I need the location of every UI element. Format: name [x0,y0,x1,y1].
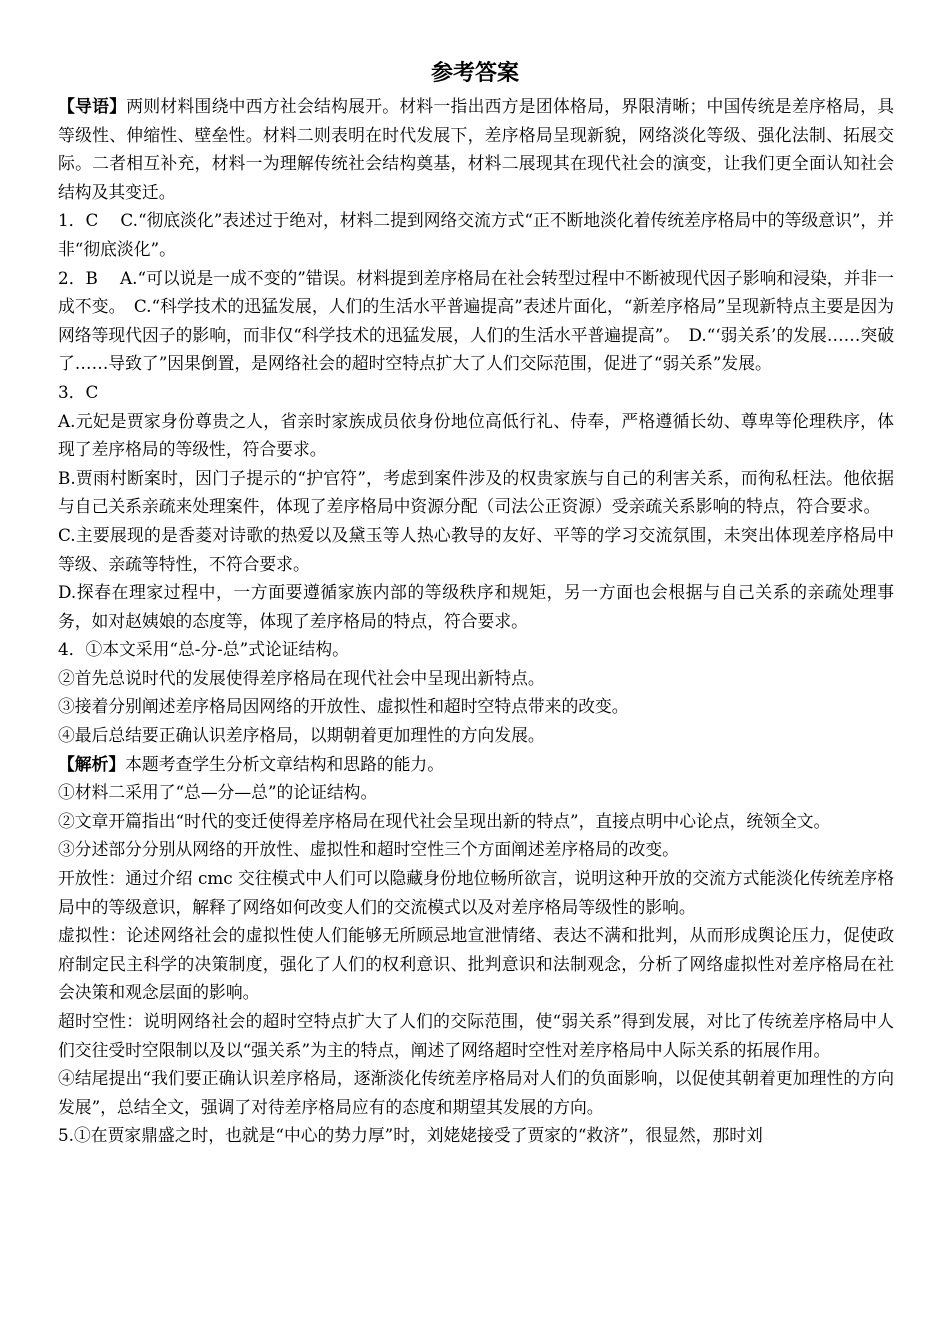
page-title: 参考答案 [430,61,519,86]
answer-3-head: 3．C [58,381,99,402]
answer-4-line-3: ③接着分别阐述差序格局因网络的开放性、虚拟性和超时空特点带来的改变。 [58,696,629,717]
answer-4-line-1: 4．①本文采用“总-分-总”式论证结构。 [58,639,349,660]
analysis-virtuality: 虚拟性：论述网络社会的虚拟性使人们能够无所顾忌地宣泄情绪、表达不满和批判，从而形成舆论压力，促使政府制定民主科学的决策制度，强化了人们的权利意识、批判意识和法制观念，分析了网络虚拟性对差序格局在社会决策和观念层面的影响。 [58,925,894,1003]
answer-body [58,92,894,1150]
analysis-openness: 开放性：通过介绍 cmc 交往模式中人们可以隐藏身份地位畅所欲言，说明这种开放的交流方式能淡化传统差序格局中的等级意识，解释了网络如何改变人们的交流模式以及对差序格局等级性的影响。 [58,868,894,917]
analysis-spacetime: 超时空性：说明网络社会的超时空特点扩大了人们的交际范围，使“弱关系”得到发展，对比了传统差序格局中人们交往受时空限制以及以“强关系”为主的特点，阐述了网络超时空性对差序格局中人际关系的拓展作用。 [58,1011,894,1060]
answer-1: 1．C C.“彻底淡化”表述过于绝对，材料二提到网络交流方式“正不断地淡化着传统差序格局中的等级意识”，并非“彻底淡化”。 [58,210,894,259]
answer-3-option-b: B.贾雨村断案时，因门子提示的“护官符”，考虑到案件涉及的权贵家族与自己的利害关系，而徇私枉法。他依据与自己关系亲疏来处理案件，体现了差序格局中资源分配（司法公正资源）受亲疏关系影响的特点，符合要求。 [58,467,894,517]
answer-2: 2．B A.“可以说是一成不变的”错误。材料提到差序格局在社会转型过程中不断被现代因子影响和浸染，并非一成不变。 C.“科学技术的迅猛发展，人们的生活水平普遍提高”表述片面化，“新差序格局”呈现新特点主要是因为网络等现代因子的影响，而非仅“科学技术的迅猛发展，人们的生活水平普遍提高”。 D.“‘弱关系’的发展……突破了……导致了”因果倒置，是网络社会的超时空特点扩大了人们交际范围，促进了“弱关系”发展。 [58,267,894,374]
answer-4-line-4: ④最后总结要正确认识差序格局，以期朝着更加理性的方向发展。 [58,725,545,746]
answer-3-option-a: A.元妃是贾家身份尊贵之人，省亲时家族成员依身份地位高低行礼、侍奉，严格遵循长幼、尊卑等伦理秩序，体现了差序格局的等级性，符合要求。 [58,410,894,460]
analysis-tag: 【解析】 [58,753,126,774]
intro-tag: 【导语】 [58,96,127,116]
analysis-text: 本题考查学生分析文章结构和思路的能力。 [125,753,444,774]
answer-3-option-d: D.探春在理家过程中，一方面要遵循家族内部的等级秩序和规矩，另一方面也会根据与自己关系的亲疏处理事务，如对赵姨娘的态度等，体现了差序格局的特点，符合要求。 [58,582,894,631]
answer-4-line-2: ②首先总说时代的发展使得差序格局在现代社会中呈现出新特点。 [58,667,545,688]
analysis-point-1: ①材料二采用了“总—分—总”的论证结构。 [58,782,378,803]
analysis-point-4: ④结尾提出“我们要正确认识差序格局，逐渐淡化传统差序格局对人们的负面影响，以促使其朝着更加理性的方向发展”，总结全文，强调了对待差序格局应有的态度和期望其发展的方向。 [58,1068,894,1117]
analysis-point-3: ③分述部分分别从网络的开放性、虚拟性和超时空性三个方面阐述差序格局的改变。 [58,839,679,860]
analysis-paragraph [58,750,894,779]
intro-paragraph [58,92,894,206]
analysis-point-2: ②文章开篇指出“时代的变迁使得差序格局在现代社会呈现出新的特点”，直接点明中心论点，统领全文。 [58,810,831,831]
answer-5: 5.①在贾家鼎盛之时，也就是“中心的势力厚”时，刘姥姥接受了贾家的“救济”，很显然，那时刘 [58,1125,763,1146]
answer-3-option-c: C.主要展现的是香菱对诗歌的热爱以及黛玉等人热心教导的友好、平等的学习交流氛围，未突出体现差序格局中等级、亲疏等特性，不符合要求。 [58,524,894,574]
intro-text: 两则材料围绕中西方社会结构展开。材料一指出西方是团体格局，界限清晰；中国传统是差序格局，具等级性、伸缩性、壁垒性。材料二则表明在时代发展下，差序格局呈现新貌，网络淡化等级、强化法制、拓展交际。二者相互补充，材料一为理解传统社会结构奠基，材料二展现其在现代社会的演变，让我们更全面认知社会结构及其变迁。 [58,96,894,202]
